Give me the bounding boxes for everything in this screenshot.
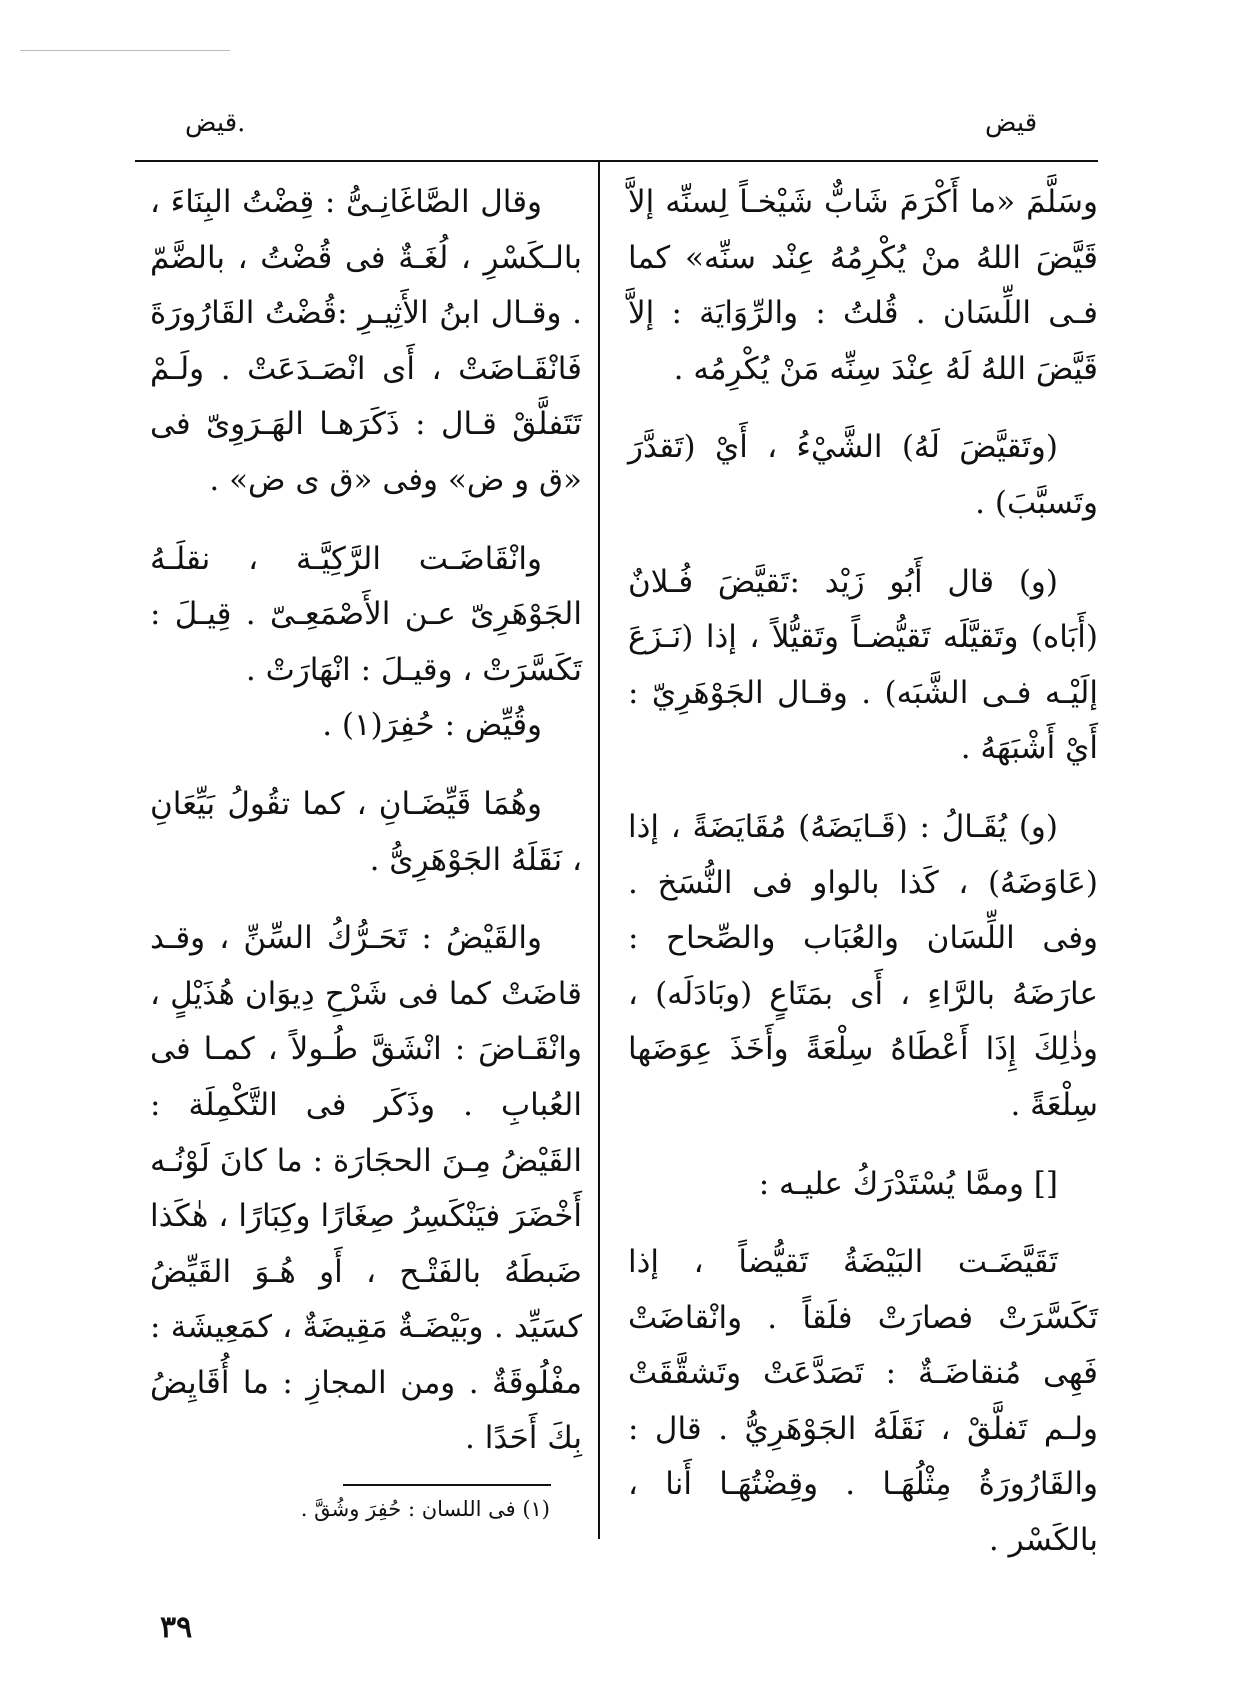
footnote-rule: [343, 1484, 551, 1486]
paragraph: وقال الصَّاغَانِـىُّ : قِضْتُ البِنَاءَ ، بالـكَسْرِ ، لُغَـةٌ فى قُضْتُ ، بالضَّمّ . وقـال ابنُ الأَثِيـرِ :قُضْتُ القَارُورَةَ فَانْقَـاضَتْ ، أَى انْصَـدَعَتْ . ولَـمْ تَتَفلَّقْ قـال : ذَكَرَهـا الهَـرَوِىّ فى «ق و ض» وفى «ق ى ض» .: [150, 184, 582, 498]
paragraph: (و) يُقَـالُ : (قَـايَضَهُ) مُقَايَضَةً ، إذا (عَاوَضَهُ) ، كَذا بالواو فى النُّسَخ . وفى اللِّسَان والعُبَاب والصِّحاح : عارَضَهُ بالرَّاءِ ، أَى بمَتَاعٍ (وبَادَلَه) ، وذٰلِكَ إِذَا أَعْطَاهُ سِلْعَةً وأَخَذَ عِوَضَها سِلْعَةً .: [628, 808, 1098, 1123]
paragraph: (وتَقيَّضَ لَهُ) الشَّيْءُ ، أَيْ (تَقدَّرَ وتَسبَّبَ) .: [628, 429, 1098, 521]
paragraph: وقُيِّض : حُفِرَ(١) .: [322, 707, 542, 744]
page-number: ٣٩: [160, 1610, 193, 1645]
paragraph: وهُمَا قَيِّضَـانِ ، كما تقُولُ بَيِّعَانِ ، نَقَلَهُ الجَوْهَرِىُّ .: [150, 785, 582, 878]
running-header-left: .قيض: [185, 108, 246, 138]
running-header-right: قيض: [985, 108, 1038, 138]
footnote: (١) فى اللسان : حُفِرَ وشُقَّ .: [300, 1497, 550, 1521]
left-column: [150, 175, 582, 1467]
paragraph: تَقَيَّضَـت البَيْضَةُ تَقيُّضاً ، إذا تَكَسَّرَتْ فصارَتْ فلَقاً . وانْقاضَتْ فَهِى مُنقاضَـةٌ : تَصَدَّعَتْ وتَشقَّقَتْ ولـم تَفلَّقْ ، نَقَلَهُ الجَوْهَرِيُّ . قال : والقَارُورَةُ مِثْلُهَـا . وقِضْتُهَـا أَنا ، بالكَسْر .: [628, 1244, 1098, 1559]
paragraph: (و) قال أَبُو زَيْد :تَقيَّضَ فُـلانٌ (أَبَاه) وتَقيَّلَه تَقيُّضـاً وتَقيُّلاً ، إذا (نَـزَعَ إلَيْـه فـى الشَّبَه) . وقـال الجَوْهَرِيّ : أَيْ أَشْبَهَهُ .: [628, 563, 1098, 767]
paragraph: وسَلَّمَ «ما أَكْرَمَ شَابٌّ شَيْخـاً لِسنِّه إلاَّ قَيَّضَ اللهُ منْ يُكْرِمُهُ عِنْد سنِّه» كما فـى اللِّسَان . قُلتُ : والرِّوَايَة : إلاَّ قَيَّضَ اللهُ لَهُ عِنْدَ سِنِّه مَنْ يُكْرِمُه .: [628, 184, 1098, 387]
header-rule: [135, 160, 1098, 162]
scan-edge-mark: [20, 50, 230, 51]
right-column: [628, 175, 1098, 1569]
column-divider: [598, 162, 600, 1539]
section-heading: [] وممَّا يُسْتَدْرَكُ عليـه :: [758, 1165, 1058, 1202]
paragraph: وانْقَاضَـت الرَّكِيَّـة ، نقلَـهُ الجَوْهَرِىّ عـن الأَصْمَعِـىّ . قِيـلَ : تَكَسَّرَتْ ، وقيـلَ : انْهَارَتْ .: [150, 540, 582, 688]
paragraph: والقَيْضُ : تَحَـرُّكُ السِّنِّ ، وقـد قاضَتْ كما فى شَرْحِ دِيوَان هُذَيْلٍ ، وانْقَـاضَ : انْشَقَّ طُـولاً ، كمـا فى العُبابِ . وذَكَر فى التَّكْمِلَة : القَيْضُ مِـنَ الحجَارَة : ما كانَ لَوْنُـه أَخْضَرَ فيَنْكَسِرُ صِغَارًا وكِبَارًا ، هٰكَذا ضَبطَهُ بالفَتْـح ، أَو هُـوَ القَيِّضُ كسَيِّد . وبَيْضَـةٌ مَقِيضَةٌ ، كمَعِيشَة : مفْلُوقَةٌ . ومن المجازِ : ما أُقَايِضُ بِكَ أَحَدًا .: [150, 920, 582, 1457]
